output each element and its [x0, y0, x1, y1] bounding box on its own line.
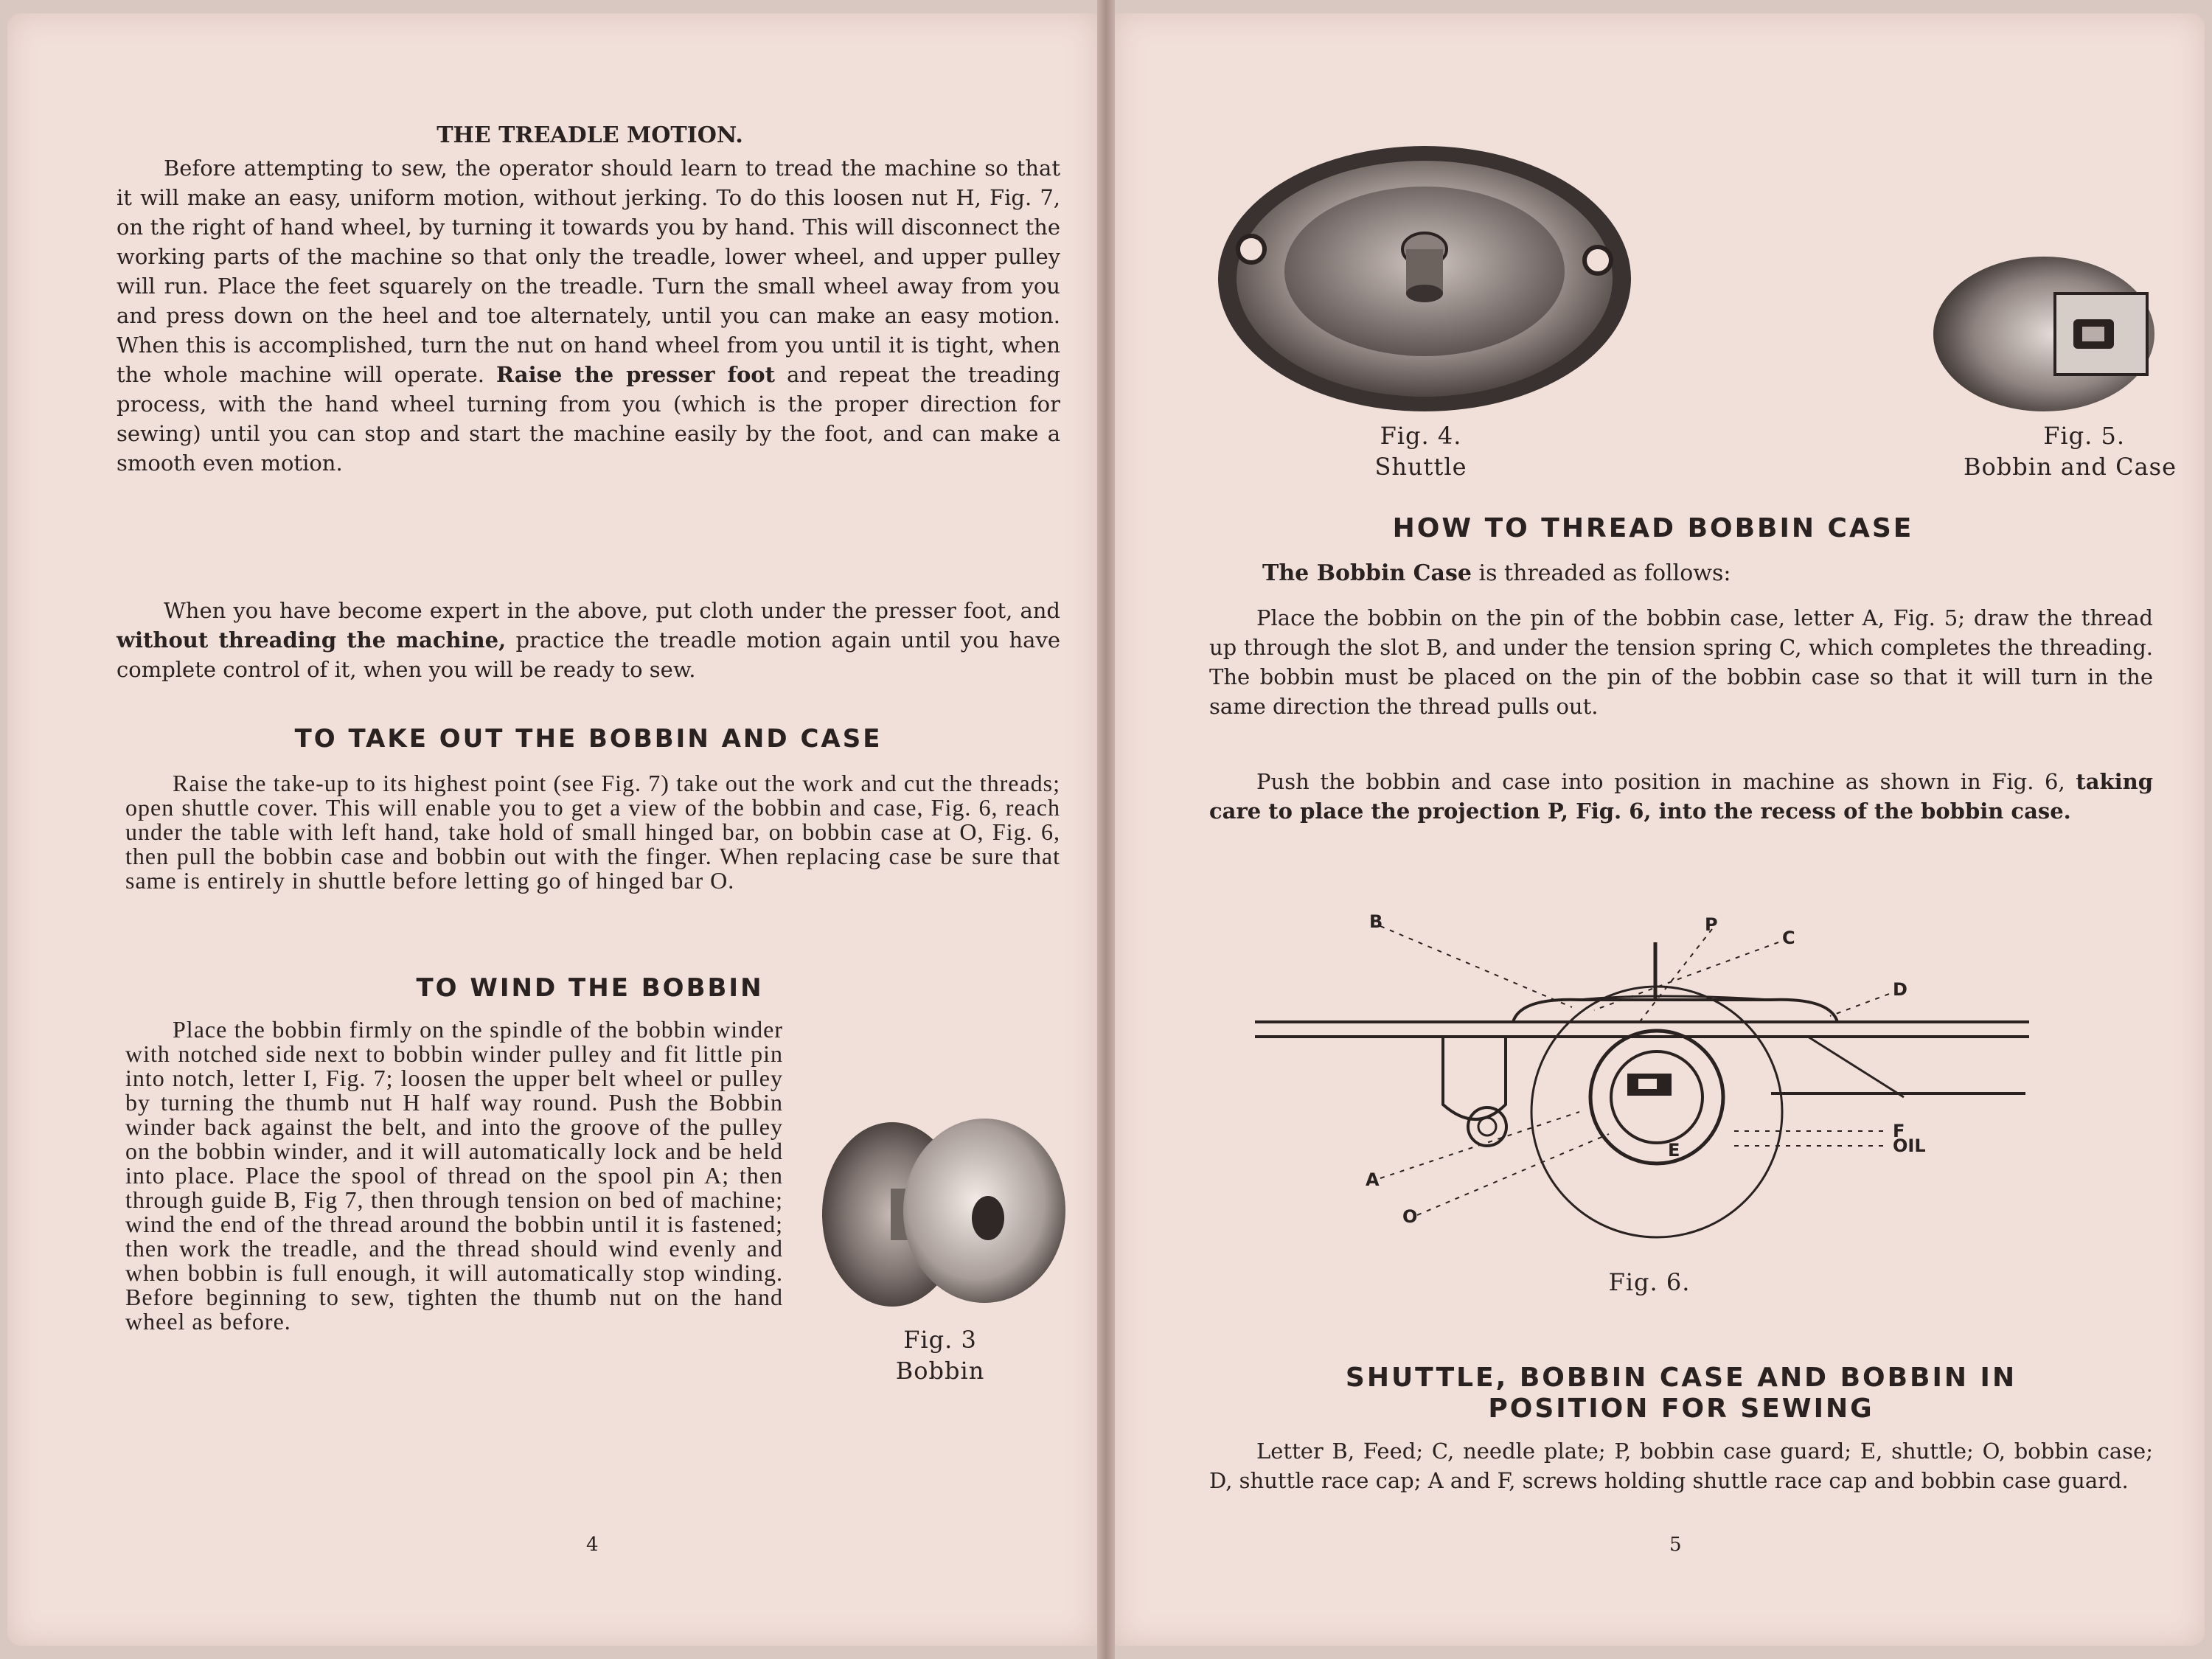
thread-paragraph-1: Place the bobbin on the pin of the bobbin case, letter A, Fig. 5; draw the thread up through the slot B, and under the tension spring C, which completes the threading. The bobbin must be placed on the pin of the bobbin case so that it will turn in the same direction the thread pulls out. — [1209, 605, 2153, 719]
wind-title: TO WIND THE BOBBIN — [416, 973, 764, 1003]
fig6-label-f: F — [1893, 1121, 1905, 1141]
fig6-label-b: B — [1369, 913, 1383, 932]
fig5-label: Fig. 5. — [2043, 422, 2125, 450]
fig5-name: Bobbin and Case — [1963, 453, 2177, 481]
treadle-p1-text: Before attempting to sew, the operator should learn to tread the machine so that it will make an easy, uniform motion, without jerking. To do this loosen nut H, Fig. 7, on the right of hand wheel, by turning it towards you by hand. This will disconnect the working parts of the machine so that only the treadle, lower wheel, and upper pulley will run. Place the feet squarely on the treadle. Turn the small wheel away from you and press down on the heel and toe alternately, until you can make an easy motion. When this is accomplished, turn the nut on hand wheel from you until it is tight, when the whole machine will operate. — [116, 156, 1060, 387]
fig6-label-c: C — [1782, 928, 1795, 948]
fig5-caption — [1867, 420, 2177, 482]
shuttle-title-line-2: POSITION FOR SEWING — [1488, 1394, 1874, 1424]
thread-intro-bold: The Bobbin Case — [1262, 560, 1472, 586]
right-page — [1115, 13, 2205, 1646]
fig6-label-e: E — [1668, 1140, 1680, 1161]
shuttle-position-paragraph: Letter B, Feed; C, needle plate; P, bobbin case guard; E, shuttle; O, bobbin case; D, shuttle race cap; A and F, screws holding shuttle race cap and bobbin case guard. — [1209, 1439, 2153, 1493]
treadle-p2-end: practice the treadle motion again until you have complete control of it, when you will be ready to sew. — [116, 627, 1060, 682]
thread-paragraph-2 — [1209, 767, 2153, 826]
fig4-label: Fig. 4. — [1380, 422, 1462, 450]
thread-intro-rest: is threaded as follows: — [1478, 560, 1731, 586]
treadle-paragraph-2 — [116, 596, 1060, 684]
bobbin-case-image — [1926, 249, 2162, 419]
treadle-p2-text: When you have become expert in the above, put cloth under the presser foot, and — [164, 598, 1060, 623]
fig6-label-a: A — [1366, 1169, 1380, 1190]
wind-paragraph: Place the bobbin firmly on the spindle of the bobbin winder with notched side next to bobbin winder pulley and fit little pin into notch, letter I, Fig. 7; loosen the upper belt wheel or pulley by turning the thumb nut H half way round. Push the Bobbin winder back against the belt, and into the groove of the pulley on the bobbin winder, and it will automatically lock and be held into place. Place the spool of thread on the spool pin A; then through guide B, Fig 7, then through tension on bed of machine; wind the end of the thread around the bobbin until it is fastened; then work the treadle, and the thread should wind evenly and when bobbin is full enough, it will automatically stop winding. Before beginning to sew, tighten the thumb nut on the hand wheel as before. — [125, 1016, 783, 1335]
fig4-name: Shuttle — [1374, 453, 1467, 481]
thread-p2-bold: taking care to place the projection P, Fig. 6, into the recess of the bobbin case. — [1209, 769, 2153, 824]
fig6-label-oil: OIL — [1893, 1135, 1926, 1156]
left-page — [7, 13, 1097, 1646]
treadle-paragraph-1 — [116, 153, 1060, 478]
shuttle-image — [1211, 139, 1638, 419]
fig6-label-d: D — [1893, 979, 1907, 1000]
fig6-diagram — [1255, 913, 2029, 1267]
treadle-title: THE TREADLE MOTION. — [437, 122, 743, 148]
fig6-label-p: P — [1705, 914, 1718, 935]
fig6-label-o: O — [1402, 1206, 1418, 1227]
fig4-caption — [1343, 420, 1498, 482]
book-gutter — [1097, 0, 1115, 1659]
bobbin-image — [811, 1107, 1069, 1321]
fig6-caption: Fig. 6. — [1608, 1268, 1691, 1296]
fig3-label: Fig. 3 — [903, 1326, 977, 1354]
fig3-caption — [855, 1324, 1025, 1386]
thread-p2-text: Push the bobbin and case into position in machine as shown in Fig. 6, — [1256, 769, 2065, 794]
shuttle-position-title — [1209, 1363, 2153, 1425]
thread-title: HOW TO THREAD BOBBIN CASE — [1392, 513, 1914, 543]
thread-intro — [1262, 559, 2147, 588]
treadle-p1-end: and repeat the treading process, with the hand wheel turning from you (which is the proper direction for sewing) until you can stop and start the machine easily by the foot, and can make a smooth even motion. — [116, 362, 1061, 476]
treadle-p1-bold: Raise the presser foot — [496, 362, 776, 387]
take-out-paragraph: Raise the take-up to its highest point (see Fig. 7) take out the work and cut the threads; open shuttle cover. This will enable you to get a view of the bobbin and case, Fig. 6, reach under the table with left hand, take hold of small hinged bar, on bobbin case at O, Fig. 6, then pull the bobbin case and bobbin out with the finger. When replacing case be sure that same is entirely in shuttle before letting go of hinged bar O. — [125, 770, 1060, 894]
fig3-name: Bobbin — [895, 1357, 985, 1385]
shuttle-title-line-1: SHUTTLE, BOBBIN CASE AND BOBBIN IN — [1345, 1363, 2017, 1393]
page-number-left: 4 — [586, 1534, 599, 1556]
take-out-title: TO TAKE OUT THE BOBBIN AND CASE — [294, 724, 883, 754]
treadle-p2-bold: without threading the machine, — [116, 627, 507, 653]
page-number-right: 5 — [1669, 1534, 1682, 1556]
